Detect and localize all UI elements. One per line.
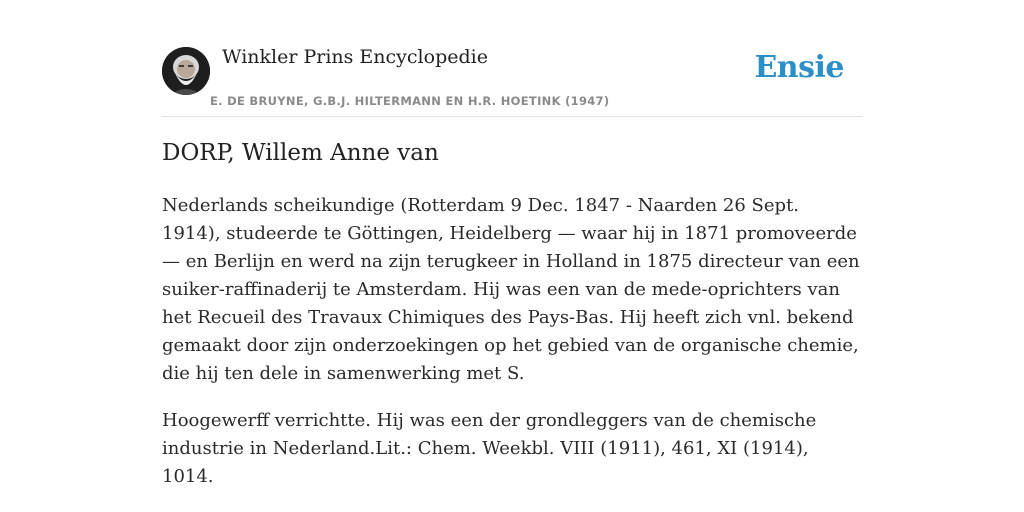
source-authors: E. DE BRUYNE, G.B.J. HILTERMANN EN H.R. HOETINK (1947) xyxy=(210,94,610,108)
source-title: Winkler Prins Encyclopedie xyxy=(222,46,488,68)
entry-title: DORP, Willem Anne van xyxy=(162,140,439,166)
source-header xyxy=(162,44,862,117)
entry-paragraph: Hoogewerff verrichtte. Hij was een der grondleggers van de chemische industrie in Nederland.Lit.: Chem. Weekbl. VIII (1911), 461, XI (1914), 1014. xyxy=(162,410,817,487)
author-avatar-icon xyxy=(162,47,210,95)
ensie-logo-link[interactable]: Ensie xyxy=(754,50,844,85)
entry-paragraph: Nederlands scheikundige (Rotterdam 9 Dec. 1847 - Naarden 26 Sept. 1914), studeerde te Göttingen, Heidelberg — waar hij in 1871 promoveerde — en Berlijn en werd na zijn terugkeer in Holland in 1875 directeur van een suiker-raffinaderij te Amsterdam. Hij was een van de mede-oprichters van het Recueil des Travaux Chimiques des Pays-Bas. Hij heeft zich vnl. bekend gemaakt door zijn onderzoekingen op het gebied van de organische chemie, die hij ten dele in samenwerking met S. xyxy=(162,195,860,384)
portrait-icon xyxy=(162,47,210,95)
entry-body xyxy=(162,192,862,510)
